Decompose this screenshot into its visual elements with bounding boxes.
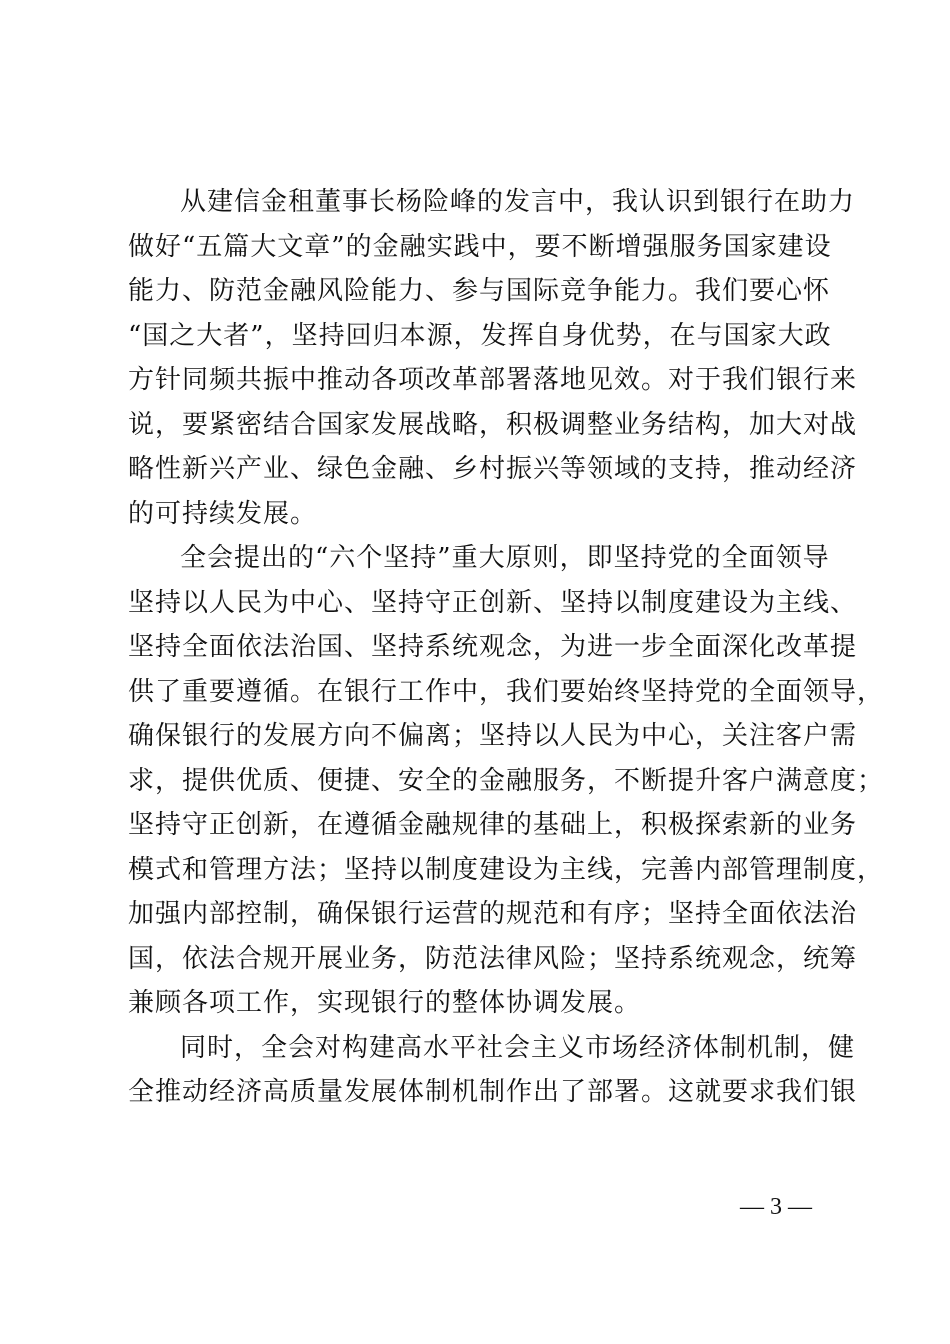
- text-line: 同时，全会对构建高水平社会主义市场经济体制机制，健: [180, 1032, 856, 1063]
- text-line: 从建信金租董事长杨险峰的发言中，我认识到银行在助力: [180, 187, 856, 217]
- text-line: 求，提供优质、便捷、安全的金融服务，不断提升客户满意度；: [128, 765, 885, 796]
- text-line: 确保银行的发展方向不偏离；坚持以人民为中心，关注客户需: [128, 721, 858, 751]
- text-line: 做好“五篇大文章”的金融实践中，要不断增强服务国家建设: [128, 231, 832, 262]
- paragraph-3: [128, 1026, 858, 1115]
- text-line: 兼顾各项工作，实现银行的整体协调发展。: [128, 988, 642, 1018]
- text-line: 能力、防范金融风险能力、参与国际竞争能力。我们要心怀: [128, 276, 831, 306]
- text-line: 加强内部控制，确保银行运营的规范和有序；坚持全面依法治: [128, 899, 858, 929]
- page-number: — 3 —: [740, 1194, 812, 1220]
- text-line: 略性新兴产业、绿色金融、乡村振兴等领域的支持，推动经济: [128, 454, 858, 484]
- paragraph-1: [128, 180, 858, 536]
- text-line: “国之大者”，坚持回归本源，发挥自身优势，在与国家大政: [128, 320, 832, 351]
- text-line: 全推动经济高质量发展体制机制作出了部署。这就要求我们银: [128, 1077, 858, 1107]
- text-line: 坚持全面依法治国、坚持系统观念，为进一步全面深化改革提: [128, 632, 858, 662]
- text-line: 方针同频共振中推动各项改革部署落地见效。对于我们银行来: [128, 365, 858, 395]
- text-line: 国，依法合规开展业务，防范法律风险；坚持系统观念，统筹: [128, 943, 858, 974]
- text-line: 供了重要遵循。在银行工作中，我们要始终坚持党的全面领导，: [128, 676, 885, 707]
- text-line: 全会提出的“六个坚持”重大原则，即坚持党的全面领导: [180, 543, 830, 573]
- text-line: 坚持以人民为中心、坚持守正创新、坚持以制度建设为主线、: [128, 587, 858, 618]
- text-line: 模式和管理方法；坚持以制度建设为主线，完善内部管理制度，: [128, 854, 885, 885]
- paragraph-2: [128, 536, 885, 1026]
- body-text: [128, 180, 885, 1115]
- text-line: 说，要紧密结合国家发展战略，积极调整业务结构，加大对战: [128, 409, 858, 440]
- text-line: 坚持守正创新，在遵循金融规律的基础上，积极探索新的业务: [128, 810, 858, 840]
- text-line: 的可持续发展。: [128, 498, 318, 529]
